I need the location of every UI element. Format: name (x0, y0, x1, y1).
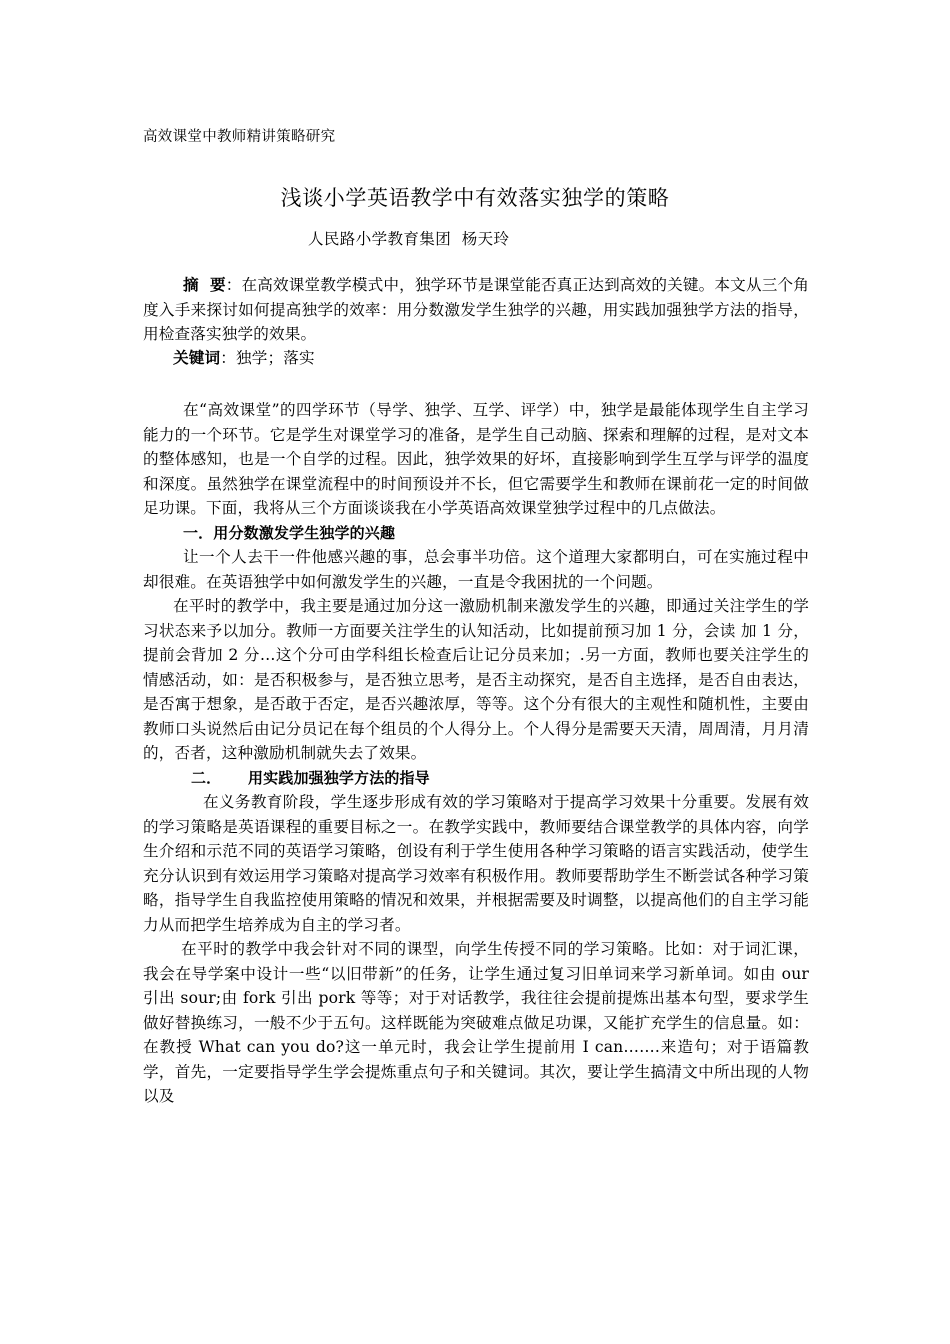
section-2-title: 用实践加强独学方法的指导 (248, 768, 430, 787)
section-1-heading: 一．用分数激发学生独学的兴趣 (183, 523, 396, 542)
section-2-number: 二． (191, 768, 222, 787)
section-2-heading (143, 766, 809, 791)
article-author: 人民路小学教育集团 杨天玲 (308, 230, 510, 248)
series-header: 高效课堂中教师精讲策略研究 (143, 129, 336, 145)
abstract-text: ：在高效课堂教学模式中，独学环节是课堂能否真正达到高效的关键。本文从三个角度入手来探讨如何提高独学的效率：用分数激发学生独学的兴趣，用实践加强独学方法的指导，用检查落实独学的效果。 (143, 276, 809, 343)
abstract-paragraph (143, 273, 809, 347)
section-2-paragraph-2: 在平时的教学中我会针对不同的课型，向学生传授不同的学习策略。比如：对于词汇课，我会在导学案中设计一些“以旧带新”的任务，让学生通过复习旧单词来学习新单词。如由 our 引出 sour;由 fork 引出 pork 等等；对于对话教学，我往往会提前提炼出基本句型，要求学生做好替换练习，一般不少于五句。这样既能为突破难点做足功课，又能扩充学生的信息量。如：在教授 What can you do?这一单元时，我会让学生提前用 I can…….来造句；对于语篇教学，首先，一定要指导学生学会提炼重点句子和关键词。其次，要让学生搞清文中所出现的人物以及 (143, 940, 809, 1105)
keywords-text: ：独学；落实 (220, 349, 315, 367)
article-title-text: 浅谈小学英语教学中有效落实独学的策略 (280, 186, 670, 210)
keywords-label: 关键词 (173, 349, 221, 367)
section-2-paragraph-1: 在义务教育阶段，学生逐步形成有效的学习策略对于提高学习效果十分重要。发展有效的学习策略是英语课程的重要目标之一。在教学实践中，教师要结合课堂教学的具体内容，向学生介绍和示范不同的英语学习策略，创设有利于学生使用各种学习策略的语言实践活动，使学生充分认识到有效运用学习策略对提高学习效率有积极作用。教师要帮助学生不断尝试各种学习策略，指导学生自我监控使用策略的情况和效果，并根据需要及时调整，以提高他们的自主学习能力从而把学生培养成为自主的学习者。 (143, 793, 809, 934)
intro-paragraph: 在“高效课堂”的四学环节（导学、独学、互学、评学）中，独学是最能体现学生自主学习能力的一个环节。它是学生对课堂学习的准备，是学生自己动脑、探索和理解的过程，是对文本的整体感知，也是一个自学的过程。因此，独学效果的好坏，直接影响到学生互学与评学的温度和深度。虽然独学在课堂流程中的时间预设并不长，但它需要学生和教师在课前花一定的时间做足功课。下面，我将从三个方面谈谈我在小学英语高效课堂独学过程中的几点做法。 (143, 401, 809, 517)
article-title (0, 183, 950, 213)
section-1-paragraph-1: 让一个人去干一件他感兴趣的事，总会事半功倍。这个道理大家都明白，可在实施过程中却很难。在英语独学中如何激发学生的兴趣，一直是令我困扰的一个问题。 (143, 548, 809, 591)
section-1-paragraph-2: 在平时的教学中，我主要是通过加分这一激励机制来激发学生的兴趣，即通过关注学生的学习状态来予以加分。教师一方面要关注学生的认知活动，比如提前预习加 1 分，会读 加 1 分，提前会背加 2 分…这个分可由学科组长检查后让记分员来加；.另一方面，教师也要关注学生的情感活动，如：是否积极参与，是否独立思考，是否主动探究，是否自主选择，是否自由表达，是否寓于想象，是否敢于否定，是否兴趣浓厚，等等。这个分有很大的主观性和随机性，主要由教师口头说然后由记分员记在每个组员的个人得分上。个人得分是需要天天清，周周清，月月清的，否者，这种激励机制就失去了效果。 (143, 597, 809, 762)
article-body (143, 398, 809, 1109)
keywords-block (143, 346, 809, 371)
abstract-block (143, 273, 809, 347)
keywords-paragraph (143, 346, 809, 371)
abstract-label: 摘 要 (183, 276, 226, 294)
